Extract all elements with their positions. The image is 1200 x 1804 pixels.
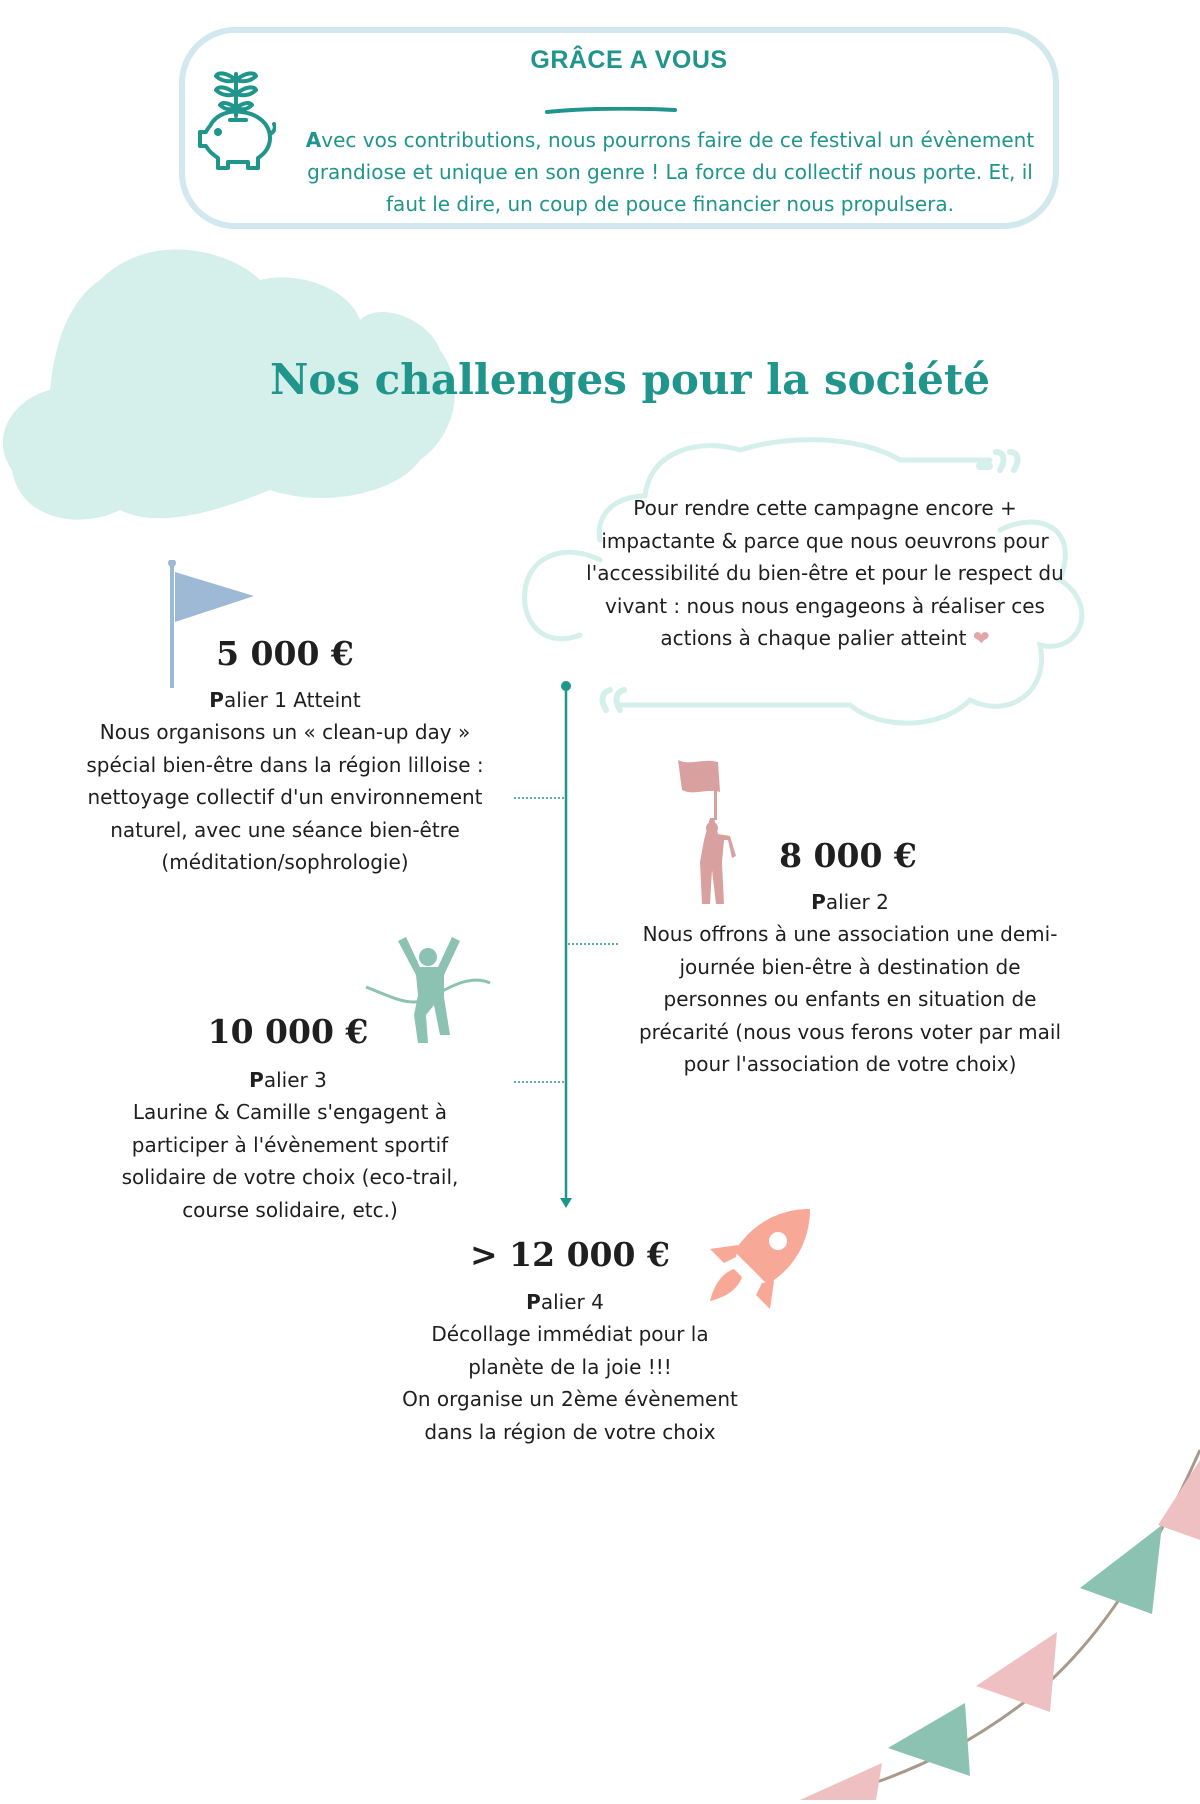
milestone-4-text-line: On organise un 2ème évènement xyxy=(402,1387,738,1411)
milestone-2-amount: 8 000 € xyxy=(779,836,917,875)
milestone-2-label-rest: alier 2 xyxy=(825,890,889,914)
milestone-1-amount: 5 000 € xyxy=(216,634,354,673)
milestone-1-text: Nous organisons un « clean-up day » spécial bien-être dans la région lilloise : nettoyage collectif d'un environnement naturel, avec une séance bien-être (méditation/sophrologie) xyxy=(86,720,484,874)
milestone-3-label-initial: P xyxy=(249,1068,264,1092)
bunting-garland xyxy=(780,1420,1200,1804)
milestone-4-label-rest: alier 4 xyxy=(540,1290,604,1314)
milestone-4-text-line: Décollage immédiat pour la xyxy=(431,1322,709,1346)
milestone-3-label-rest: alier 3 xyxy=(263,1068,327,1092)
intro-title: GRÂCE A VOUS xyxy=(530,46,728,74)
milestone-2-label-initial: P xyxy=(811,890,826,914)
milestone-4-amount: > 12 000 € xyxy=(470,1235,670,1274)
milestone-2-text: Nous offrons à une association une demi-journée bien-être à destination de personnes ou enfants en situation de précarité (nous vous ferons voter par mail pour l'association de votre choix) xyxy=(638,922,1061,1076)
milestone-4-text-line: dans la région de votre choix xyxy=(424,1419,716,1444)
heart-icon: ❤ xyxy=(972,626,990,650)
cloud-text-body: Pour rendre cette campagne encore + impactante & parce que nous oeuvrons pour l'accessibilité du bien-être et pour le respect du vivant : nous nous engageons à réaliser ces actions à chaque palier atteint xyxy=(586,496,1064,650)
milestone-4-label xyxy=(415,1286,715,1318)
milestone-2-label xyxy=(700,886,1000,918)
milestone-3-text: Laurine & Camille s'engagent à participer à l'évènement sportif solidaire de votre choix (eco-trail, course solidaire, etc.) xyxy=(121,1100,459,1222)
milestone-1-label xyxy=(130,684,440,716)
cloud-text xyxy=(580,492,1070,655)
milestone-4-text-line: planète de la joie !!! xyxy=(468,1354,672,1379)
rocket-icon xyxy=(702,1205,818,1319)
milestone-1-label-initial: P xyxy=(209,688,224,712)
flag-icon xyxy=(160,560,260,694)
title-underline xyxy=(545,100,677,119)
intro-text xyxy=(300,124,1040,220)
intro-text-body: vec vos contributions, nous pourrons faire de ce festival un évènement grandiose et unique en son genre ! La force du collectif nous porte. Et, il faut le dire, un coup de pouce financier nous propulsera. xyxy=(307,128,1035,216)
milestone-4-text xyxy=(380,1318,760,1448)
timeline xyxy=(500,670,630,1214)
milestone-3-amount: 10 000 € xyxy=(207,1012,369,1051)
milestone-4-label-initial: P xyxy=(526,1290,541,1314)
intro-text-initial: A xyxy=(305,128,322,152)
section-title: Nos challenges pour la société xyxy=(269,355,990,404)
milestone-1-label-rest: alier 1 Atteint xyxy=(223,688,361,712)
milestone-3-label xyxy=(138,1064,438,1096)
piggy-bank-plant-icon xyxy=(196,68,276,176)
